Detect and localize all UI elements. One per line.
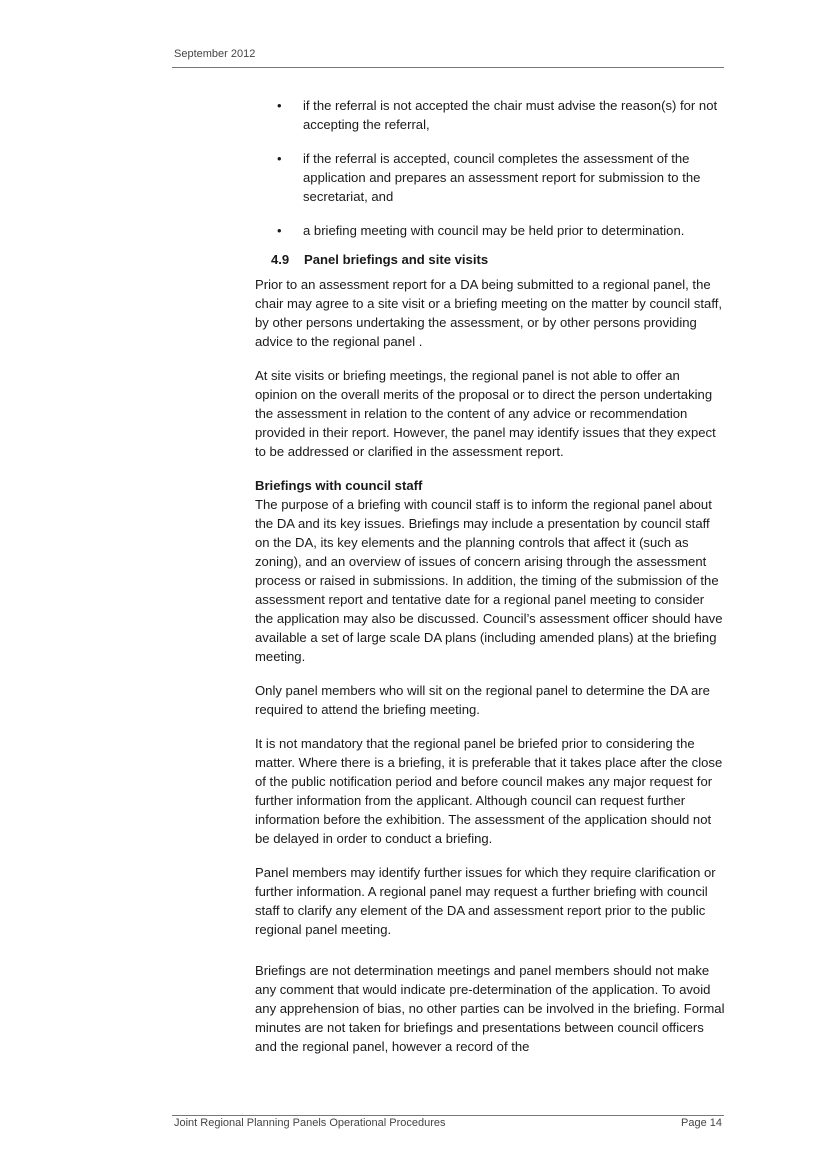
footer-rule	[172, 1115, 724, 1116]
section-number: 4.9	[271, 252, 290, 267]
document-body	[255, 96, 725, 1071]
bullet-icon: •	[277, 151, 282, 166]
paragraph-4: Only panel members who will sit on the regional panel to determine the DA are required to attend the briefing meeting.	[255, 683, 710, 717]
list-item-text: a briefing meeting with council may be held prior to determination.	[303, 223, 685, 238]
list-item-text: if the referral is accepted, council completes the assessment of the application and prepares an assessment report for submission to the secretariat, and	[303, 151, 701, 204]
paragraph-3-text: The purpose of a briefing with council staff is to inform the regional panel about the DA and its key issues. Briefings may include a presentation by council staff on the DA, its key elements and the planning controls that affect it (such as zoning), and an overview of issues of concern arising through the assessment process or raised in submissions. In addition, the timing of the submission of the assessment report and tentative date for a regional panel meeting to consider the application may also be discussed. Council’s assessment officer should have available a set of large scale DA plans (including amended plans) at the briefing meeting.	[255, 497, 723, 664]
paragraph-3	[255, 476, 725, 666]
page-number: Page 14	[681, 1117, 722, 1129]
bullet-list	[255, 96, 725, 240]
footer-title: Joint Regional Planning Panels Operational Procedures	[174, 1117, 446, 1129]
paragraph-5: It is not mandatory that the regional panel be briefed prior to considering the matter. Where there is a briefing, it is preferable that it takes place after the close of the public notification period and before council makes any major request for further information from the applicant. Although council can request further information before the exhibition. The assessment of the application should not be delayed in order to conduct a briefing.	[255, 736, 723, 846]
bullet-icon: •	[277, 98, 282, 113]
paragraph-1: Prior to an assessment report for a DA being submitted to a regional panel, the chair may agree to a site visit or a briefing meeting on the matter by council staff, by other persons undertaking the assessment, or by other persons providing advice to the regional panel .	[255, 277, 722, 349]
list-item	[255, 96, 725, 134]
list-item	[255, 221, 725, 240]
subheading: Briefings with council staff	[255, 478, 423, 493]
bullet-icon: •	[277, 223, 282, 238]
section-title: Panel briefings and site visits	[304, 252, 489, 267]
paragraph-6: Panel members may identify further issues for which they require clarification or further information. A regional panel may request a further briefing with council staff to clarify any element of the DA and assessment report prior to the public regional panel meeting.	[255, 865, 716, 937]
paragraph-7: Briefings are not determination meetings and panel members should not make any comment that would indicate pre-determination of the application. To avoid any apprehension of bias, no other parties can be involved in the briefing. Formal minutes are not taken for briefings and presentations between council officers and the regional panel, however a record of the	[255, 963, 725, 1054]
section-heading	[255, 250, 725, 269]
header-rule	[172, 67, 724, 68]
header-date: September 2012	[174, 48, 256, 60]
list-item-text: if the referral is not accepted the chair must advise the reason(s) for not accepting the referral,	[303, 98, 718, 132]
list-item	[255, 149, 725, 206]
paragraph-2: At site visits or briefing meetings, the regional panel is not able to offer an opinion on the overall merits of the proposal or to direct the person undertaking the assessment in relation to the content of any advice or recommendation provided in their report. However, the panel may identify issues that they expect to be addressed or clarified in the assessment report.	[255, 368, 716, 459]
